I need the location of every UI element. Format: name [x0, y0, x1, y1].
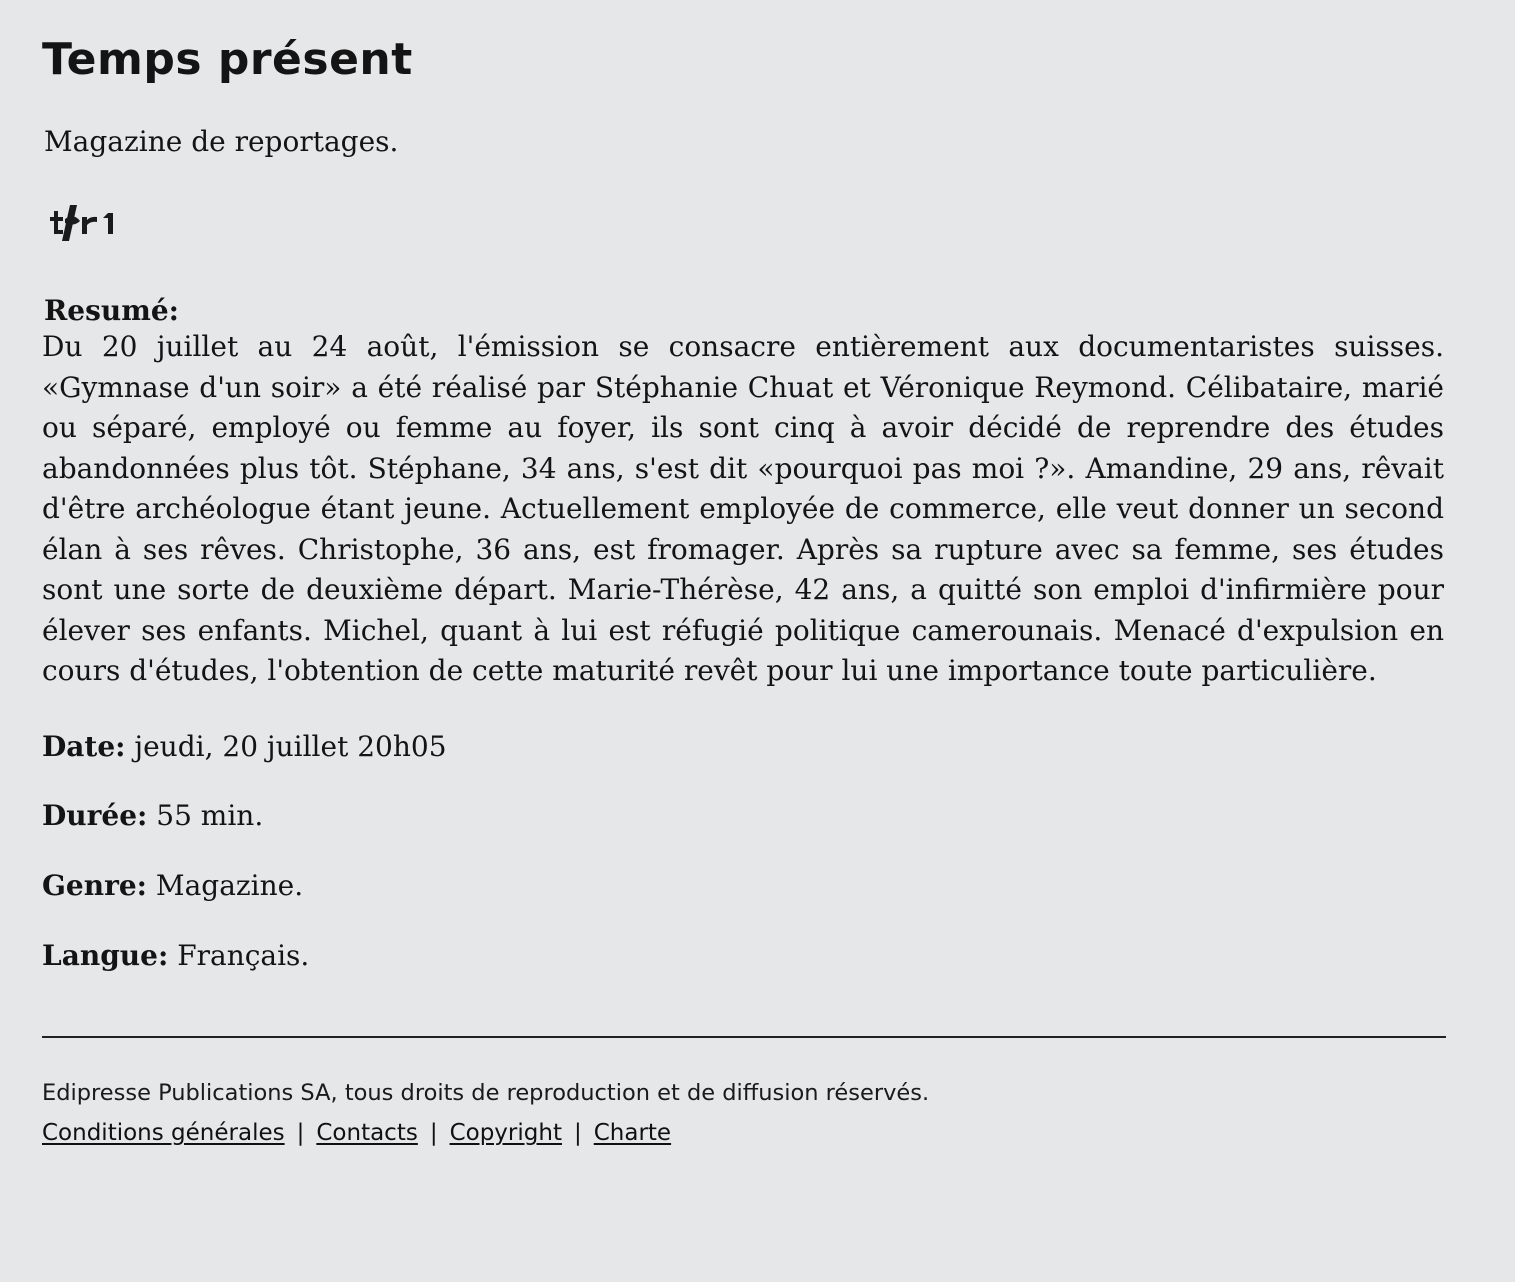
- genre-label: Genre:: [42, 869, 147, 903]
- document-page: [42, 24, 1444, 1146]
- footer-separator: |: [296, 1120, 305, 1147]
- language-field: [42, 939, 1444, 973]
- tsr1-logo-icon: [50, 198, 160, 248]
- contacts-link[interactable]: Contacts: [316, 1120, 418, 1147]
- duration-field: [42, 799, 1444, 833]
- page-subtitle: Magazine de reportages.: [44, 124, 399, 158]
- resume-text: Du 20 juillet au 24 août, l'émission se consacre entièrement aux documentaristes suisses. «Gymnase d'un soir» a été réalisé par Stéphanie Chuat et Véronique Reymond. Célibataire, marié ou séparé, employé ou femme au foyer, ils sont cinq à avoir décidé de reprendre des études abandonnées plus tôt. Stéphane, 34 ans, s'est dit «pourquoi pas moi ?». Amandine, 29 ans, rêvait d'être archéologue étant jeune. Actuellement employée de commerce, elle veut donner un second élan à ses rêves. Christophe, 36 ans, est fromager. Après sa rupture avec sa femme, ses études sont une sorte de deuxième départ. Marie-Thérèse, 42 ans, a quitté son emploi d'infirmière pour élever ses enfants. Michel, quant à lui est réfugié politique camerounais. Menacé d'expulsion en cours d'études, l'obtention de cette maturité revêt pour lui une importance toute particulière.: [42, 330, 1444, 688]
- language-value: Français.: [177, 938, 310, 972]
- tsr1-logo-icon: [50, 201, 142, 245]
- date-value: jeudi, 20 juillet 20h05: [134, 729, 447, 763]
- date-label: Date:: [42, 729, 126, 763]
- charte-link[interactable]: Charte: [593, 1120, 672, 1147]
- page-title: Temps présent: [42, 34, 413, 85]
- copyright-link[interactable]: Copyright: [449, 1120, 562, 1147]
- genre-value: Magazine.: [155, 869, 304, 903]
- resume-label: Resumé:: [44, 293, 179, 327]
- footer-divider: [42, 1036, 1446, 1038]
- duration-label: Durée:: [42, 799, 148, 833]
- footer-copyright: Edipresse Publications SA, tous droits de reproduction et de diffusion réservés.: [42, 1080, 930, 1107]
- genre-field: [42, 869, 1444, 903]
- conditions-link[interactable]: Conditions générales: [42, 1120, 285, 1147]
- footer-links: [42, 1120, 1444, 1146]
- language-label: Langue:: [42, 938, 169, 972]
- footer-separator: |: [429, 1120, 438, 1147]
- date-field: [42, 730, 1444, 764]
- duration-value: 55 min.: [156, 799, 264, 833]
- footer-separator: |: [573, 1120, 582, 1147]
